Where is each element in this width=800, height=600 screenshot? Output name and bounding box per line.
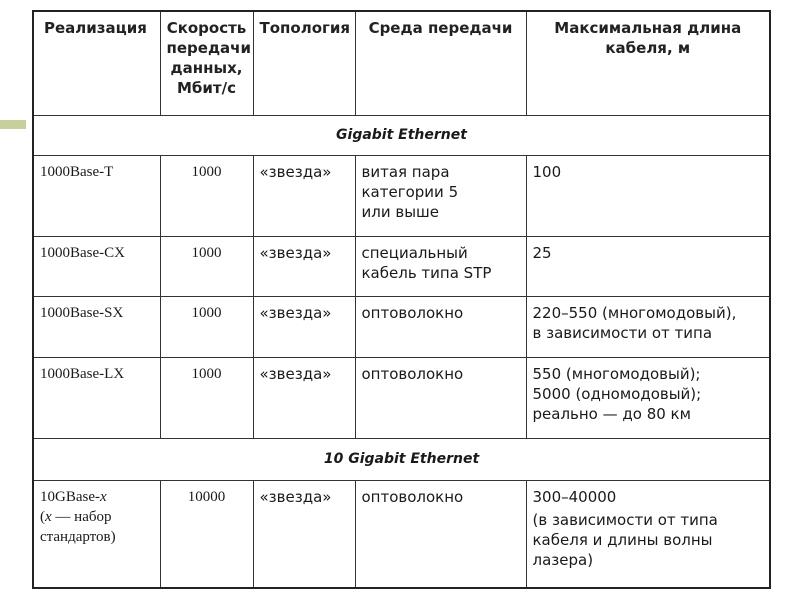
section-row-gigabit bbox=[33, 115, 770, 155]
cell-medium: витая пара категории 5 или выше bbox=[355, 155, 526, 236]
header-max-length: Максимальная длина кабеля, м bbox=[526, 11, 770, 115]
cell-implementation: 10GBase-x (x — набор стандартов) bbox=[33, 480, 160, 588]
cell-max-length: 300–40000 (в зависимости от типа кабеля и длины волны лазера) bbox=[526, 480, 770, 588]
cell-medium: оптоволокно bbox=[355, 296, 526, 357]
cell-topology: «звезда» bbox=[253, 236, 355, 296]
cell-speed: 1000 bbox=[160, 155, 253, 236]
cell-implementation: 1000Base-T bbox=[33, 155, 160, 236]
table-row bbox=[33, 357, 770, 438]
cell-implementation: 1000Base-SX bbox=[33, 296, 160, 357]
cell-implementation: 1000Base-CX bbox=[33, 236, 160, 296]
section-title: 10 Gigabit Ethernet bbox=[33, 438, 770, 480]
cell-speed: 1000 bbox=[160, 357, 253, 438]
cell-implementation: 1000Base-LX bbox=[33, 357, 160, 438]
cell-topology: «звезда» bbox=[253, 480, 355, 588]
cell-speed: 10000 bbox=[160, 480, 253, 588]
cell-speed: 1000 bbox=[160, 296, 253, 357]
header-implementation: Реализация bbox=[33, 11, 160, 115]
cell-max-length: 100 bbox=[526, 155, 770, 236]
cell-medium: оптоволокно bbox=[355, 357, 526, 438]
cell-topology: «звезда» bbox=[253, 357, 355, 438]
ethernet-standards-table bbox=[32, 10, 771, 589]
header-medium: Среда передачи bbox=[355, 11, 526, 115]
table-row bbox=[33, 236, 770, 296]
slide-accent-bar bbox=[0, 120, 26, 129]
cell-medium: специальный кабель типа STP bbox=[355, 236, 526, 296]
header-row bbox=[33, 11, 770, 115]
table-row bbox=[33, 296, 770, 357]
cell-max-length: 25 bbox=[526, 236, 770, 296]
header-speed: Скорость передачи данных, Мбит/с bbox=[160, 11, 253, 115]
table-row bbox=[33, 155, 770, 236]
cell-medium: оптоволокно bbox=[355, 480, 526, 588]
cell-topology: «звезда» bbox=[253, 296, 355, 357]
table-row bbox=[33, 480, 770, 588]
cell-max-length: 220–550 (многомодовый), в зависимости от типа bbox=[526, 296, 770, 357]
section-title: Gigabit Ethernet bbox=[33, 115, 770, 155]
cell-max-length: 550 (многомодовый); 5000 (одномодовый); реально — до 80 км bbox=[526, 357, 770, 438]
cell-speed: 1000 bbox=[160, 236, 253, 296]
section-row-10-gigabit bbox=[33, 438, 770, 480]
cell-topology: «звезда» bbox=[253, 155, 355, 236]
header-topology: Топология bbox=[253, 11, 355, 115]
